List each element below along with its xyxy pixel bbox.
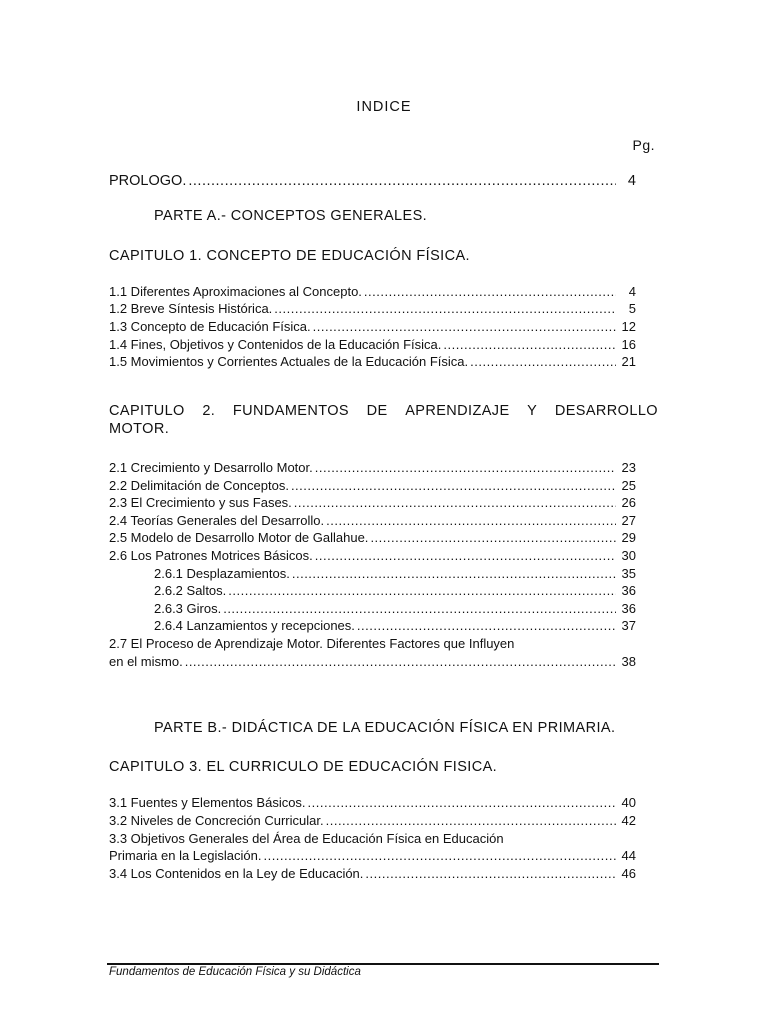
toc-entry[interactable] [109, 300, 636, 317]
toc-entry-page: 30 [621, 548, 636, 563]
toc-entry[interactable] [109, 353, 636, 370]
toc-entry-text: 2.6.1 Desplazamientos. [154, 566, 290, 581]
toc-entry[interactable] [109, 477, 636, 494]
toc-entry-text: 2.5 Modelo de Desarrollo Motor de Gallahue. [109, 530, 369, 545]
toc-entry-page: 46 [621, 866, 636, 881]
toc-entry[interactable] [109, 847, 636, 864]
toc-subentry[interactable] [154, 565, 636, 582]
heading-word: Y [527, 403, 538, 419]
toc-entry-page: 37 [621, 618, 636, 633]
heading-word: DE [366, 403, 388, 419]
toc-entry-page: 29 [621, 530, 636, 545]
toc-entry-text: 3.2 Niveles de Concreción Curricular. [109, 813, 324, 828]
toc-entry-text: 2.1 Crecimiento y Desarrollo Motor. [109, 460, 313, 475]
toc-entry-page: 35 [621, 566, 636, 581]
index-title: INDICE [356, 99, 412, 115]
toc-entry-page: 40 [621, 795, 636, 810]
toc-entry[interactable] [109, 318, 636, 335]
leader-dots [443, 336, 616, 353]
toc-entry[interactable] [109, 512, 636, 529]
toc-entry-prologo[interactable] [109, 172, 636, 191]
toc-entry[interactable] [109, 653, 636, 670]
toc-entry[interactable] [109, 865, 636, 882]
leader-dots [313, 318, 616, 335]
toc-entry[interactable] [109, 494, 636, 511]
chapter-3-heading: CAPITULO 3. EL CURRICULO DE EDUCACIÓN FISICA. [109, 759, 498, 775]
footer-rule [107, 963, 659, 965]
toc-entry-text: en el mismo. [109, 654, 183, 669]
heading-word: 2. [202, 403, 216, 419]
toc-entry[interactable] [109, 283, 636, 300]
toc-entry-text: 2.6.2 Saltos. [154, 583, 227, 598]
toc-entry[interactable] [109, 459, 636, 476]
toc-entry-text: 1.3 Concepto de Educación Física. [109, 319, 311, 334]
part-a-heading: PARTE A.- CONCEPTOS GENERALES. [154, 208, 428, 224]
toc-entry-page: 12 [621, 319, 636, 334]
toc-entry-text: 2.6.4 Lanzamientos y recepciones. [154, 618, 355, 633]
toc-entry-page: 25 [621, 478, 636, 493]
toc-subentry[interactable] [154, 582, 636, 599]
leader-dots [263, 847, 616, 864]
toc-subentry[interactable] [154, 600, 636, 617]
leader-dots [315, 547, 616, 564]
toc-entry-3-3-line1[interactable]: 3.3 Objetivos Generales del Área de Educación Física en Educación [109, 831, 504, 846]
leader-dots [292, 565, 616, 582]
leader-dots [315, 459, 616, 476]
toc-entry-text: 1.2 Breve Síntesis Histórica. [109, 301, 273, 316]
toc-entry-text: 3.4 Los Contenidos en la Ley de Educación. [109, 866, 364, 881]
toc-entry-text: 2.3 El Crecimiento y sus Fases. [109, 495, 292, 510]
leader-dots [185, 653, 616, 670]
toc-entry-page: 4 [628, 284, 636, 299]
toc-entry-page: 26 [621, 495, 636, 510]
toc-entry-text: 1.5 Movimientos y Corrientes Actuales de la Educación Física. [109, 354, 469, 369]
toc-entry-page: 42 [621, 813, 636, 828]
footer-text: Fundamentos de Educación Física y su Didáctica [109, 966, 361, 978]
leader-dots [365, 865, 616, 882]
toc-entry[interactable] [109, 547, 636, 564]
toc-entry[interactable] [109, 812, 636, 829]
heading-word: FUNDAMENTOS [232, 403, 349, 419]
toc-entry-page: 5 [628, 301, 636, 316]
toc-entry-2-7-line1[interactable]: 2.7 El Proceso de Aprendizaje Motor. Diferentes Factores que Influyen [109, 636, 515, 651]
toc-entry-page: 21 [621, 354, 636, 369]
toc-entry[interactable] [109, 794, 636, 811]
toc-entry[interactable] [109, 529, 636, 546]
page-column-label: Pg. [632, 137, 655, 153]
toc-entry-text: 2.6 Los Patrones Motrices Básicos. [109, 548, 313, 563]
leader-dots [370, 529, 616, 546]
toc-subentry[interactable] [154, 617, 636, 634]
toc-entry-page: 23 [621, 460, 636, 475]
chapter-2-heading [109, 403, 658, 419]
heading-word: DESARROLLO [554, 403, 658, 419]
toc-entry-page: 16 [621, 337, 636, 352]
leader-dots [228, 582, 616, 599]
toc-entry-page: 27 [621, 513, 636, 528]
chapter-1-heading: CAPITULO 1. CONCEPTO DE EDUCACIÓN FÍSICA. [109, 248, 470, 264]
toc-entry-page: 36 [621, 601, 636, 616]
toc-entry-text: 2.2 Delimitación de Conceptos. [109, 478, 289, 493]
leader-dots [470, 353, 616, 370]
heading-word: APRENDIZAJE [405, 403, 510, 419]
toc-entry[interactable] [109, 336, 636, 353]
toc-entry-text: 2.6.3 Giros. [154, 601, 222, 616]
leader-dots [326, 812, 616, 829]
chapter-2-heading-cont: MOTOR. [109, 421, 170, 437]
leader-dots [291, 477, 616, 494]
toc-entry-text: 1.1 Diferentes Aproximaciones al Concepto. [109, 284, 362, 299]
toc-entry-page: 4 [627, 173, 636, 189]
leader-dots [357, 617, 616, 634]
leader-dots [308, 794, 616, 811]
toc-entry-text: 3.1 Fuentes y Elementos Básicos. [109, 795, 306, 810]
toc-entry-text: PROLOGO. [109, 173, 187, 189]
leader-dots [364, 283, 616, 300]
toc-entry-page: 36 [621, 583, 636, 598]
toc-entry-text: 2.4 Teorías Generales del Desarrollo. [109, 513, 325, 528]
toc-entry-page: 38 [621, 654, 636, 669]
heading-word: CAPITULO [109, 403, 185, 419]
leader-dots [223, 600, 616, 617]
leader-dots [188, 172, 616, 191]
toc-entry-text: Primaria en la Legislación. [109, 848, 262, 863]
leader-dots [274, 300, 616, 317]
leader-dots [326, 512, 616, 529]
toc-entry-text: 1.4 Fines, Objetivos y Contenidos de la Educación Física. [109, 337, 442, 352]
leader-dots [294, 494, 616, 511]
part-b-heading: PARTE B.- DIDÁCTICA DE LA EDUCACIÓN FÍSICA EN PRIMARIA. [154, 720, 616, 736]
toc-entry-page: 44 [621, 848, 636, 863]
